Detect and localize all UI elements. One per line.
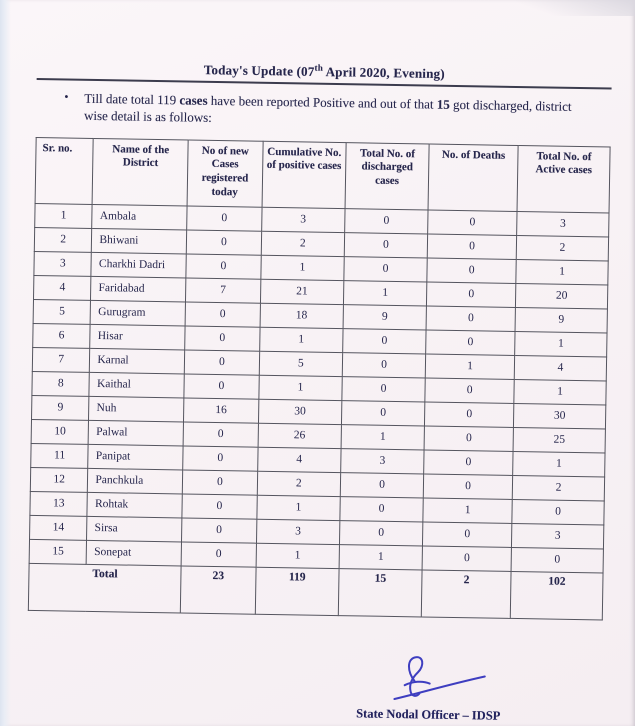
column-header: Total No. of discharged cases (345, 142, 429, 209)
cell-discharged: 1 (343, 280, 427, 305)
cell-sr-no: 4 (34, 275, 92, 300)
cell-cumulative-positive: 1 (259, 375, 343, 400)
cell-discharged: 3 (341, 448, 425, 473)
cell-cumulative-positive: 2 (261, 231, 345, 256)
cell-deaths: 0 (423, 474, 512, 499)
cell-cumulative-positive: 18 (260, 303, 344, 328)
cell-sr-no: 10 (31, 419, 89, 444)
cell-active: 0 (511, 547, 603, 573)
cell-district-name: Panchkula (88, 468, 183, 494)
summary-bullet-item (64, 90, 584, 133)
cell-active: 25 (513, 427, 605, 453)
cell-sr-no: 9 (32, 395, 90, 420)
cell-deaths: 0 (425, 378, 514, 403)
column-header: Sr. no. (35, 137, 93, 204)
cell-active: 1 (515, 331, 607, 357)
cell-discharged: 0 (342, 376, 426, 401)
cell-cumulative-positive: 26 (258, 423, 342, 448)
page-title (37, 58, 612, 90)
cell-active: 9 (515, 307, 607, 333)
cell-discharged: 0 (345, 208, 429, 233)
cell-cumulative-positive: 5 (259, 351, 343, 376)
cell-district-name: Faridabad (91, 276, 186, 302)
cell-new-cases: 0 (186, 254, 261, 279)
cell-active: 1 (513, 451, 605, 477)
cell-deaths: 0 (427, 234, 516, 259)
cell-district-name: Bhiwani (92, 228, 187, 254)
cell-new-cases: 0 (183, 446, 258, 471)
cell-new-cases: 0 (185, 326, 260, 351)
cell-new-cases: 7 (186, 278, 261, 303)
cell-deaths: 0 (422, 546, 511, 571)
table-body (29, 203, 609, 572)
cell-cumulative-positive: 4 (257, 447, 341, 472)
cell-active: 3 (512, 523, 604, 549)
table-header-row (35, 137, 610, 213)
cell-new-cases: 0 (186, 230, 261, 255)
cell-new-cases: 0 (183, 422, 258, 447)
cell-district-name: Hisar (90, 324, 185, 350)
cell-deaths: 0 (428, 210, 517, 235)
cell-district-name: Charkhi Dadri (91, 252, 186, 278)
cell-cumulative-positive: 21 (260, 279, 344, 304)
cell-deaths: 0 (427, 258, 516, 283)
cell-deaths: 0 (424, 426, 513, 451)
cell-district-name: Ambala (92, 204, 187, 230)
cell-new-cases: 0 (182, 494, 257, 519)
cell-district-name: Karnal (90, 348, 185, 374)
cell-new-cases: 0 (182, 518, 257, 543)
title-suffix: April 2020, Evening) (322, 64, 445, 82)
signature-scribble-icon (380, 652, 501, 706)
cell-active: 1 (514, 379, 606, 405)
cell-deaths: 0 (423, 522, 512, 547)
cell-discharged: 0 (343, 328, 427, 353)
cell-cumulative-positive: 2 (257, 471, 341, 496)
cell-sr-no: 11 (31, 443, 89, 468)
cell-district-name: Sirsa (87, 516, 182, 542)
total-cumulative-positive: 119 (255, 567, 339, 615)
cell-discharged: 1 (341, 424, 425, 449)
cell-active: 2 (516, 235, 608, 261)
cell-new-cases: 0 (182, 470, 257, 495)
cell-discharged: 0 (344, 232, 428, 257)
cell-deaths: 0 (426, 306, 515, 331)
bullet-marker: • (64, 89, 69, 104)
cell-active: 4 (514, 355, 606, 381)
total-discharged: 15 (338, 568, 422, 616)
cell-cumulative-positive: 30 (258, 399, 342, 424)
cell-deaths: 0 (424, 450, 513, 475)
cell-deaths: 0 (427, 282, 516, 307)
cell-discharged: 0 (340, 472, 424, 497)
cell-deaths: 1 (423, 498, 512, 523)
cell-discharged: 9 (343, 304, 427, 329)
cell-new-cases: 16 (184, 398, 259, 423)
cell-sr-no: 8 (32, 371, 90, 396)
cell-deaths: 0 (426, 330, 515, 355)
cell-new-cases: 0 (181, 542, 256, 567)
cell-new-cases: 0 (184, 374, 259, 399)
cell-deaths: 0 (425, 402, 514, 427)
total-deaths: 2 (421, 570, 511, 618)
cell-active: 3 (517, 211, 609, 237)
title-prefix: Today's Update (07 (203, 62, 315, 79)
column-header: No. of Deaths (428, 144, 518, 211)
cell-active: 2 (512, 475, 604, 501)
cell-active: 1 (516, 259, 608, 285)
cell-new-cases: 0 (184, 350, 259, 375)
cell-new-cases: 0 (187, 206, 262, 231)
total-active: 102 (510, 571, 603, 620)
cell-sr-no: 15 (29, 539, 87, 564)
cell-district-name: Nuh (89, 396, 184, 422)
cell-district-name: Palwal (88, 420, 183, 446)
cell-new-cases: 0 (185, 302, 260, 327)
cell-active: 0 (512, 499, 604, 525)
cell-sr-no: 2 (34, 227, 92, 252)
column-header: No of new Cases registered today (187, 140, 263, 207)
signature-block (356, 652, 587, 725)
cell-cumulative-positive: 1 (259, 327, 343, 352)
cell-active: 20 (516, 283, 608, 309)
cell-sr-no: 3 (34, 251, 92, 276)
cell-district-name: Gurugram (90, 300, 185, 326)
cell-district-name: Kaithal (89, 372, 184, 398)
cell-district-name: Rohtak (87, 492, 182, 518)
cell-discharged: 0 (339, 520, 423, 545)
total-row (28, 563, 603, 620)
total-label: Total (28, 563, 181, 613)
title-ordinal-superscript: th (314, 62, 324, 73)
column-header: Cumulative No. of positive cases (262, 141, 346, 208)
page-content (26, 58, 612, 725)
cell-cumulative-positive: 3 (261, 207, 345, 232)
cell-discharged: 1 (339, 544, 423, 569)
cell-cumulative-positive: 1 (256, 543, 340, 568)
cell-discharged: 0 (340, 496, 424, 521)
cell-cumulative-positive: 3 (256, 519, 340, 544)
column-header: Total No. of Active cases (517, 145, 610, 213)
cell-deaths: 1 (425, 354, 514, 379)
cell-discharged: 0 (344, 256, 428, 281)
column-header: Name of the District (92, 138, 188, 206)
cell-sr-no: 14 (30, 515, 88, 540)
cell-active: 30 (514, 403, 606, 429)
cell-district-name: Panipat (88, 444, 183, 470)
cell-discharged: 0 (342, 352, 426, 377)
total-new-cases: 23 (180, 566, 255, 614)
cell-sr-no: 6 (33, 323, 91, 348)
district-cases-table (28, 137, 611, 620)
cell-sr-no: 5 (33, 299, 91, 324)
cell-sr-no: 12 (30, 467, 88, 492)
cell-cumulative-positive: 1 (257, 495, 341, 520)
summary-text: Till date total 119 cases have been reported Positive and out of that 15 got discharged, district wise detail is as follows: (83, 91, 572, 126)
cell-sr-no: 13 (30, 491, 88, 516)
signature-title: State Nodal Officer – IDSP (356, 706, 501, 723)
cell-district-name: Sonepat (87, 540, 182, 566)
cell-cumulative-positive: 1 (261, 255, 345, 280)
cell-sr-no: 7 (32, 347, 90, 372)
cell-sr-no: 1 (35, 203, 93, 228)
cell-discharged: 0 (341, 400, 425, 425)
